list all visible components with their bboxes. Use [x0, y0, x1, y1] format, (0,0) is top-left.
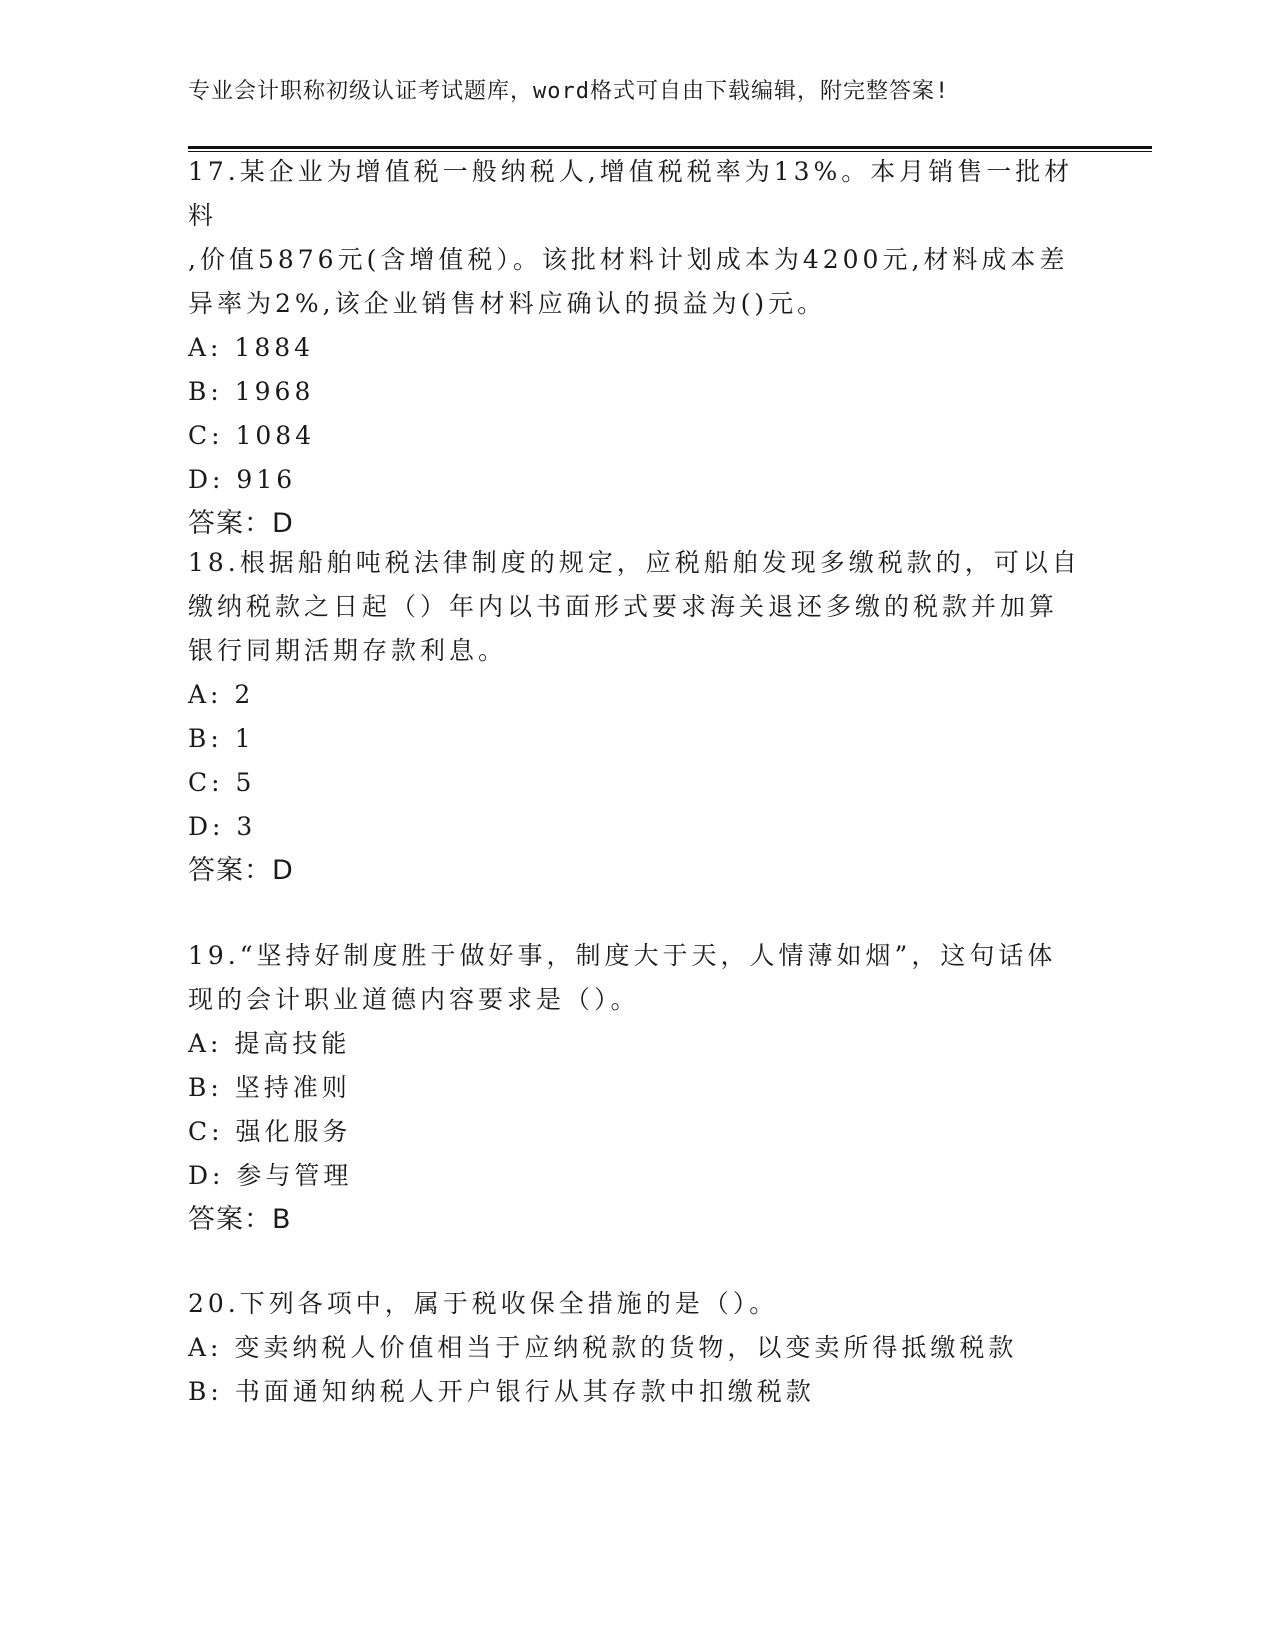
question-17 — [188, 150, 1088, 546]
answer: 答案：B — [188, 1204, 292, 1235]
option-c: C: 强化服务 — [188, 1117, 352, 1146]
option-d: D: 3 — [188, 812, 257, 841]
option-a: A: 2 — [188, 680, 255, 709]
question-19 — [188, 934, 1088, 1242]
question-stem-line: 缴纳税款之日起（）年内以书面形式要求海关退还多缴的税款并加算 — [188, 592, 1059, 621]
answer: 答案：D — [188, 855, 294, 886]
option-b: B: 1968 — [188, 377, 315, 406]
option-d: D: 916 — [188, 465, 297, 494]
question-stem-line: ,价值5876元(含增值税）。该批材料计划成本为4200元,材料成本差 — [188, 245, 1069, 274]
option-c: C: 5 — [188, 768, 256, 797]
question-stem-line: 18.根据船舶吨税法律制度的规定，应税船舶发现多缴税款的，可以自 — [188, 548, 1081, 577]
option-d: D: 参与管理 — [188, 1161, 353, 1190]
question-20 — [188, 1282, 1088, 1414]
question-stem-line: 异率为2%,该企业销售材料应确认的损益为()元。 — [188, 289, 827, 318]
question-stem-line: 银行同期活期存款利息。 — [188, 636, 508, 665]
question-stem-line: 17.某企业为增值税一般纳税人,增值税税率为13%。本月销售一批材料 — [188, 157, 1074, 230]
question-18 — [188, 541, 1088, 893]
option-b: B: 1 — [188, 724, 255, 753]
question-stem-line: 19.“坚持好制度胜于做好事，制度大于天，人情薄如烟”，这句话体 — [188, 941, 1057, 970]
option-b: B: 坚持准则 — [188, 1073, 351, 1102]
option-a: A: 变卖纳税人价值相当于应纳税款的货物，以变卖所得抵缴税款 — [188, 1333, 1018, 1362]
option-a: A: 提高技能 — [188, 1029, 351, 1058]
option-b: B: 书面通知纳税人开户银行从其存款中扣缴税款 — [188, 1377, 815, 1406]
page-header: 专业会计职称初级认证考试题库，word格式可自由下载编辑，附完整答案! — [188, 79, 950, 104]
answer: 答案：D — [188, 508, 294, 539]
option-a: A: 1884 — [188, 333, 315, 362]
question-stem-line: 20.下列各项中，属于税收保全措施的是（）。 — [188, 1289, 779, 1318]
question-stem-line: 现的会计职业道德内容要求是（）。 — [188, 985, 640, 1014]
option-c: C: 1084 — [188, 421, 316, 450]
header-divider — [188, 146, 1152, 149]
